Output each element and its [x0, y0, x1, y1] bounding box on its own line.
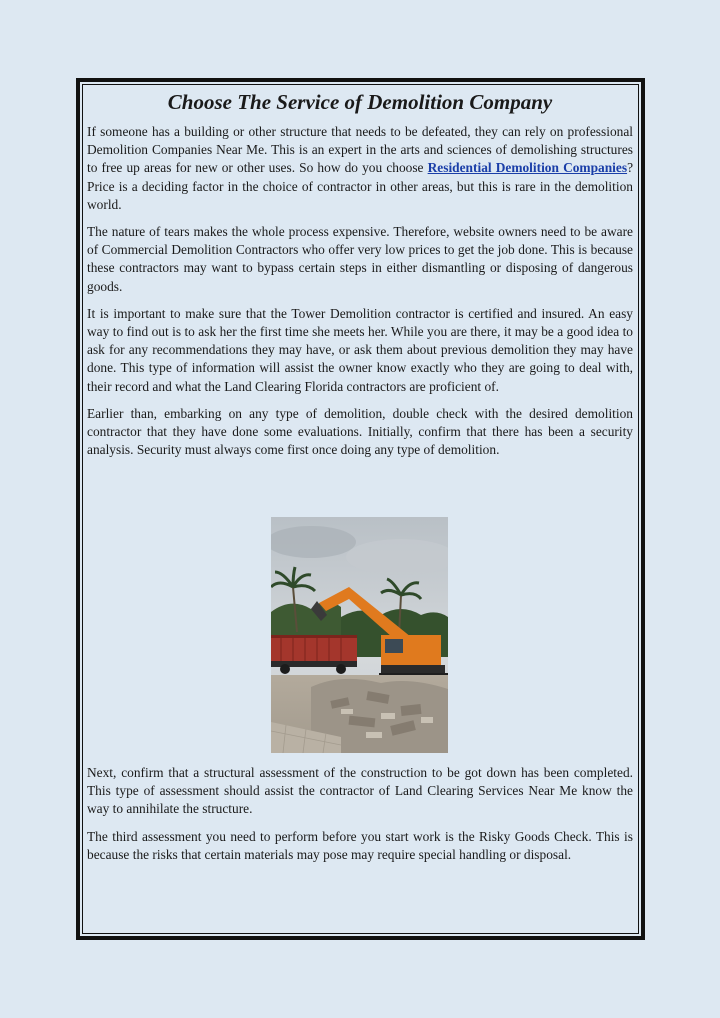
- paragraph-1-text-a: If someone has a building or other structure that needs to be defeated, they can rely on professional Demolition Companies Near Me. This is an expert in the arts and sciences of demolishing structures to free up areas for new or other uses. So how do you choose: [87, 124, 633, 176]
- paragraph-1: [87, 123, 633, 214]
- article-bottom-section: [87, 764, 633, 873]
- article-top-section: [87, 88, 633, 468]
- paragraph-6: The third assessment you need to perform before you start work is the Risky Goods Check. This is because the risks that certain materials may pose may require special handling or disposal.: [87, 828, 633, 862]
- paragraph-1-text-b: ? Price is a deciding factor in the choice of contractor in other areas, but this is rare in the demolition world.: [87, 160, 634, 212]
- demolition-photo: [271, 517, 448, 753]
- residential-demolition-link[interactable]: Residential Demolition Companies: [427, 160, 628, 176]
- paragraph-2: The nature of tears makes the whole process expensive. Therefore, website owners need to be aware of Commercial Demolition Contractors who offer very low prices to get the job done. This is because these contractors may want to bypass certain steps in either dismantling or disposing of dangerous goods.: [87, 224, 633, 294]
- paragraph-3: It is important to make sure that the Tower Demolition contractor is certified and insured. An easy way to find out is to ask her the first time she meets her. While you are there, it may be a good idea to ask for any recommendations they may have, or ask them about previous demolition they may have done. This type of information will assist the owner know exactly who they are going to deal with, their record and what the Land Clearing Florida contractors are proficient of.: [87, 305, 633, 394]
- demolition-photo-illustration: [271, 517, 448, 753]
- paragraph-5: Next, confirm that a structural assessment of the construction to be got down has been completed. This type of assessment should assist the contractor of Land Clearing Services Near Me know the way to annihilate the structure.: [87, 765, 633, 817]
- article-title: Choose The Service of Demolition Company: [167, 90, 553, 114]
- paragraph-4: Earlier than, embarking on any type of demolition, double check with the desired demolition contractor that they have done some evaluations. Initially, confirm that there has been a security analysis. Security must always come first once doing any type of demolition.: [87, 405, 633, 458]
